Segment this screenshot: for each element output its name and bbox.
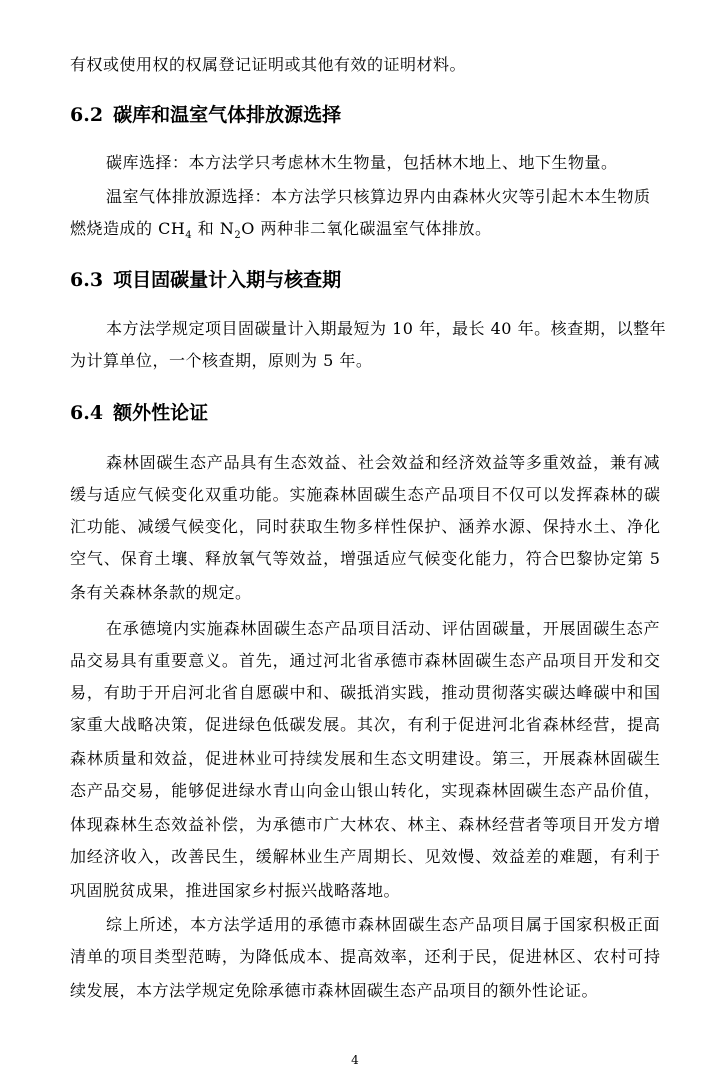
- paragraph-line: 森林固碳生态产品具有生态效益、社会效益和经济效益等多重效益，兼有减: [106, 453, 660, 472]
- paragraph-line: 品交易具有重要意义。首先，通过河北省承德市森林固碳生态产品项目开发和交: [70, 651, 660, 670]
- section-number: 6.3: [70, 269, 104, 291]
- paragraph-line: 温室气体排放源选择：本方法学只核算边界内由森林火灾等引起木本生物质: [106, 187, 651, 206]
- paragraph-line: 空气、保育土壤、释放氧气等效益，增强适应气候变化能力，符合巴黎协定第 5: [70, 549, 660, 568]
- paragraph-line: 清单的项目类型范畴，为降低成本、提高效率，还利于民，促进林区、农村可持: [70, 947, 660, 966]
- subscript: 4: [185, 230, 193, 242]
- paragraph-line: 巩固脱贫成果，推进国家乡村振兴战略落地。: [70, 881, 401, 900]
- section-title: 碳库和温室气体排放源选择: [113, 104, 342, 126]
- paragraph-line: 在承德境内实施森林固碳生态产品项目活动、评估固碳量，开展固碳生态产: [106, 619, 660, 638]
- section-title: 项目固碳量计入期与核查期: [113, 269, 342, 291]
- paragraph-line: 态产品交易，能够促进绿水青山向金山银山转化，实现森林固碳生态产品价值，: [70, 781, 660, 800]
- section-6-3-heading: [70, 267, 341, 293]
- section-number: 6.2: [70, 104, 104, 126]
- paragraph-line: 体现森林生态效益补偿，为承德市广大林农、林主、森林经营者等项目开发方增: [70, 815, 660, 834]
- paragraph-line: 综上所述，本方法学适用的承德市森林固碳生态产品项目属于国家积极正面: [106, 915, 660, 934]
- paragraph-line: 条有关森林条款的规定。: [70, 583, 252, 602]
- paragraph-line: 易，有助于开启河北省自愿碳中和、碳抵消实践，推动贯彻落实碳达峰碳中和国: [70, 683, 660, 702]
- paragraph-line: 缓与适应气候变化双重功能。实施森林固碳生态产品项目不仅可以发挥森林的碳: [70, 485, 660, 504]
- paragraph-line: 森林质量和效益，促进林业可持续发展和生态文明建设。第三，开展森林固碳生: [70, 749, 660, 768]
- paragraph-line: 加经济收入，改善民生，缓解林业生产周期长、见效慢、效益差的难题，有利于: [70, 847, 660, 866]
- paragraph-line: 本方法学规定项目固碳量计入期最短为 10 年，最长 40 年。核查期，以整年: [106, 319, 667, 338]
- page-number: 4: [351, 1053, 359, 1067]
- paragraph-line: 家重大战略决策，促进绿色低碳发展。其次，有利于促进河北省森林经营，提高: [70, 715, 660, 734]
- subscript: 2: [234, 230, 242, 242]
- section-6-4-heading: [70, 400, 208, 426]
- paragraph-line: 碳库选择：本方法学只考虑林木生物量，包括林木地上、地下生物量。: [106, 153, 618, 172]
- paragraph-line: 汇功能、减缓气候变化，同时获取生物多样性保护、涵养水源、保持水土、净化: [70, 517, 660, 536]
- paragraph-line: 燃烧造成的 $CH_4$ 和 $N_2O$ 两种非二氧化碳温室气体排放。: [70, 219, 492, 242]
- section-number: 6.4: [70, 402, 104, 424]
- section-6-2-heading: [70, 102, 341, 128]
- carryover-line: 有权或使用权的权属登记证明或其他有效的证明材料。: [70, 55, 467, 74]
- section-title: 额外性论证: [113, 402, 209, 424]
- paragraph-line: 为计算单位，一个核查期，原则为 5 年。: [70, 351, 373, 370]
- paragraph-line: 续发展，本方法学规定免除承德市森林固碳生态产品项目的额外性论证。: [70, 981, 599, 1000]
